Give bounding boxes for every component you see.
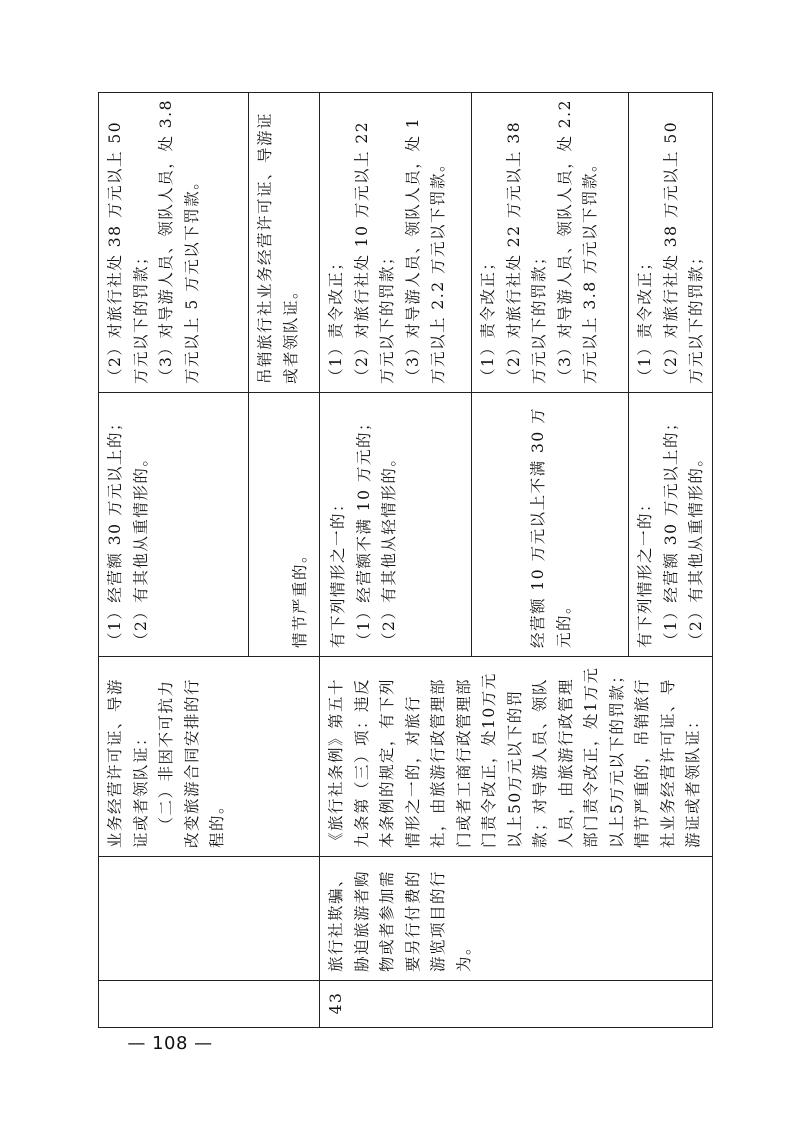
- circumstance-line: 有下列情形之一的：: [329, 494, 347, 648]
- legal-basis-line: 业务经营许可证、导游证或者领队证：: [106, 677, 150, 848]
- penalty-line: （2）对旅行社处 10 万元以上 22 万元以下的罚款；: [352, 120, 396, 384]
- circumstance-cell: [249, 393, 320, 657]
- circumstance-line: 经营额 10 万元以上不满 30 万元的。: [529, 406, 573, 648]
- penalty-line: （2）对旅行社处 38 万元以上 50 万元以下的罚款；: [106, 120, 150, 384]
- legal-basis-cell: [99, 657, 320, 857]
- circumstance-line: （1）经营额不满 10 万元的；: [354, 414, 373, 648]
- legal-basis-line: （二）非因不可抗力改变旅游合同安排的行程的。: [157, 677, 226, 848]
- penalty-standard-cell: [320, 93, 472, 393]
- penalty-standard-table: [98, 92, 713, 1028]
- circumstance-line: 情节严重的。: [290, 545, 309, 648]
- penalty-line: 吊销旅行社业务经营许可证、导游证或者领队证。: [256, 111, 300, 384]
- violation-behavior-cell: [99, 857, 320, 981]
- penalty-standard-cell: [472, 93, 629, 393]
- circumstance-line: （1）经营额 30 万元以上的；: [661, 414, 680, 648]
- penalty-line: （2）对旅行社处 22 万元以上 38 万元以下的罚款；: [504, 120, 548, 384]
- table-row-continuation: [99, 93, 249, 1028]
- legal-basis-cell: 《旅行社条例》第五十九条第（三）项：违反本条例的规定，有下列情形之一的，对旅行社，由旅游行政管理部门或者工商行政管理部门责令改正，处10万元以上50万元以下的罚款；对导游人员、领队人员，由旅游行政管理部门责令改正，处1万元以上5万元以下的罚款；情节严重的，吊销旅行社业务经营许可证、导游证或者领队证：: [320, 657, 713, 857]
- table-row-43-light: [320, 93, 472, 1028]
- page-number: — 108 —: [127, 1033, 213, 1054]
- penalty-standard-cell: [99, 93, 249, 393]
- violation-behavior-cell: 旅行社欺骗、胁迫旅游者购物或者参加需要另行付费的游览项目的行为。: [320, 857, 713, 981]
- circumstance-line: 有下列情形之一的：: [636, 494, 654, 648]
- penalty-standard-cell: [249, 93, 320, 393]
- penalty-line: （3）对导游人员、领队人员，处 1 万元以上 2.2 万元以下罚款。: [403, 116, 447, 384]
- penalty-line: （3）对导游人员、领队人员，处 3.8 万元以上 5 万元以下罚款。: [157, 99, 201, 384]
- rotated-table-page: [98, 93, 705, 1028]
- circumstance-line: （2）有其他从重情形的。: [131, 449, 150, 648]
- circumstance-cell: [629, 393, 713, 657]
- circumstance-cell: [99, 393, 249, 657]
- item-number-cell: [99, 981, 320, 1028]
- circumstance-line: （2）有其他从轻情形的。: [380, 449, 398, 648]
- penalty-line: （1）责令改正；: [636, 253, 654, 384]
- penalty-line: （3）对导游人员、领队人员，处 2.2 万元以上 3.8 万元以下罚款。: [555, 99, 599, 384]
- penalty-line: （1）责令改正；: [327, 253, 345, 384]
- penalty-line: （2）对旅行社处 38 万元以上 50 万元以下的罚款；: [661, 120, 705, 384]
- penalty-line: （1）责令改正；: [479, 253, 497, 384]
- circumstance-cell: [472, 393, 629, 657]
- item-number-cell: 43: [320, 981, 713, 1028]
- circumstance-line: （1）经营额 30 万元以上的；: [106, 414, 124, 648]
- circumstance-line: （2）有其他从重情形的。: [687, 449, 705, 648]
- circumstance-cell: [320, 393, 472, 657]
- penalty-standard-cell: [629, 93, 713, 393]
